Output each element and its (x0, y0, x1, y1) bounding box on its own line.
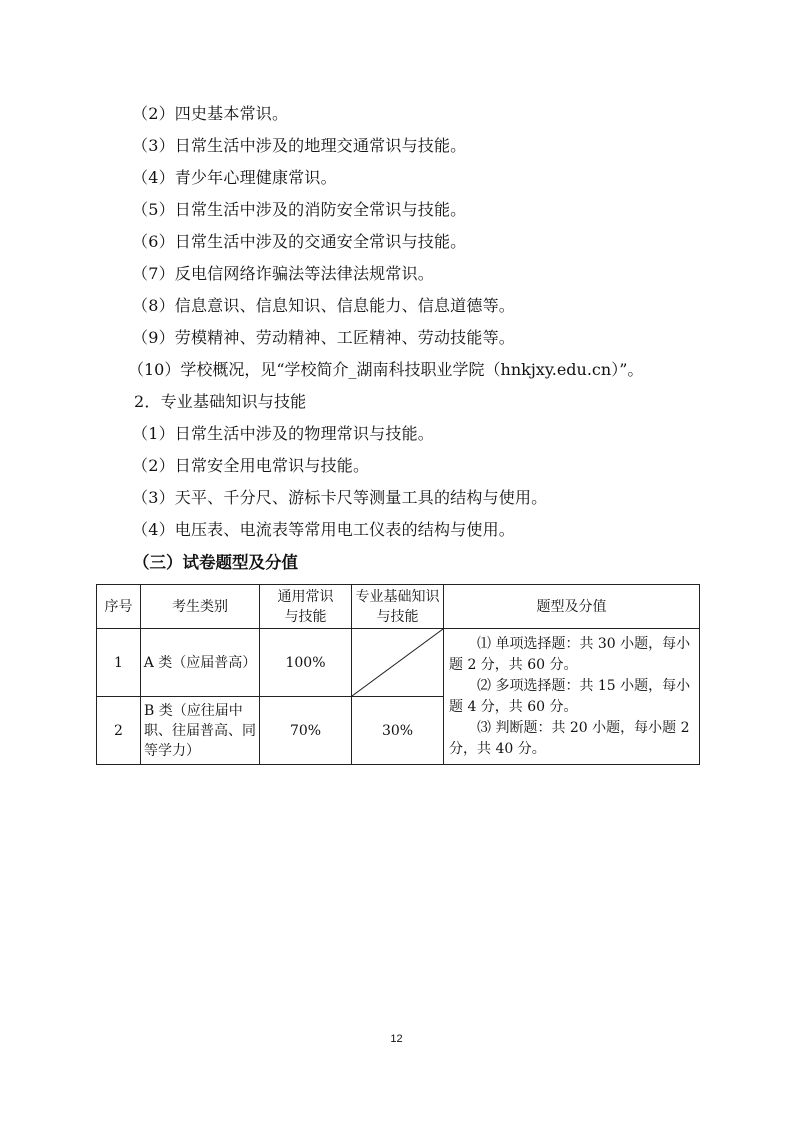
text-line: （4）青少年心理健康常识。 (132, 168, 337, 187)
text-line: （7）反电信网络诈骗法等法律法规常识。 (132, 264, 434, 283)
text-line: （2）日常安全用电常识与技能。 (132, 456, 370, 475)
score-table (96, 584, 700, 765)
text-line: （5）日常生活中涉及的消防安全常识与技能。 (132, 200, 467, 219)
text-line: （6）日常生活中涉及的交通安全常识与技能。 (132, 232, 467, 251)
header-category: 考生类别 (141, 585, 260, 629)
question-types-cell (444, 629, 700, 765)
question-type-item: ⑶ 判断题：共 20 小题，每小题 2 分，共 40 分。 (449, 719, 690, 757)
header-general: 通用常识与技能 (260, 585, 352, 629)
row-general: 70% (260, 697, 352, 765)
diagonal-empty-cell (352, 629, 444, 697)
page-number: 12 (390, 1033, 403, 1045)
header-index: 序号 (97, 585, 141, 629)
diagonal-line (352, 629, 443, 696)
table-header-row (97, 585, 700, 629)
row-category: B 类（应往届中职、往届普高、同等学力） (141, 697, 260, 765)
text-line: （3）日常生活中涉及的地理交通常识与技能。 (132, 136, 467, 155)
text-line: （1）日常生活中涉及的物理常识与技能。 (132, 424, 434, 443)
question-type-item: ⑴ 单项选择题：共 30 小题，每小题 2 分，共 60 分。 (449, 635, 691, 673)
header-professional: 专业基础知识与技能 (352, 585, 444, 629)
table-row (97, 629, 700, 697)
subheading: 2．专业基础知识与技能 (134, 392, 307, 411)
text-line: （8）信息意识、信息知识、信息能力、信息道德等。 (132, 296, 515, 315)
row-index: 1 (97, 629, 141, 697)
row-index: 2 (97, 697, 141, 765)
header-types: 题型及分值 (444, 585, 700, 629)
text-line: （4）电压表、电流表等常用电工仪表的结构与使用。 (132, 520, 515, 539)
section-heading: （三）试卷题型及分值 (133, 553, 298, 572)
text-line: （10）学校概况，见“学校简介_湖南科技职业学院（hnkjxy.edu.cn）”。 (128, 360, 644, 379)
question-type-item: ⑵ 多项选择题：共 15 小题，每小题 4 分，共 60 分。 (449, 677, 691, 715)
row-professional: 30% (352, 697, 444, 765)
text-line: （3）天平、千分尺、游标卡尺等测量工具的结构与使用。 (132, 488, 548, 507)
text-line: （2）四史基本常识。 (132, 104, 289, 123)
text-line: （9）劳模精神、劳动精神、工匠精神、劳动技能等。 (132, 328, 515, 347)
row-general: 100% (260, 629, 352, 697)
row-category: A 类（应届普高） (141, 629, 260, 697)
